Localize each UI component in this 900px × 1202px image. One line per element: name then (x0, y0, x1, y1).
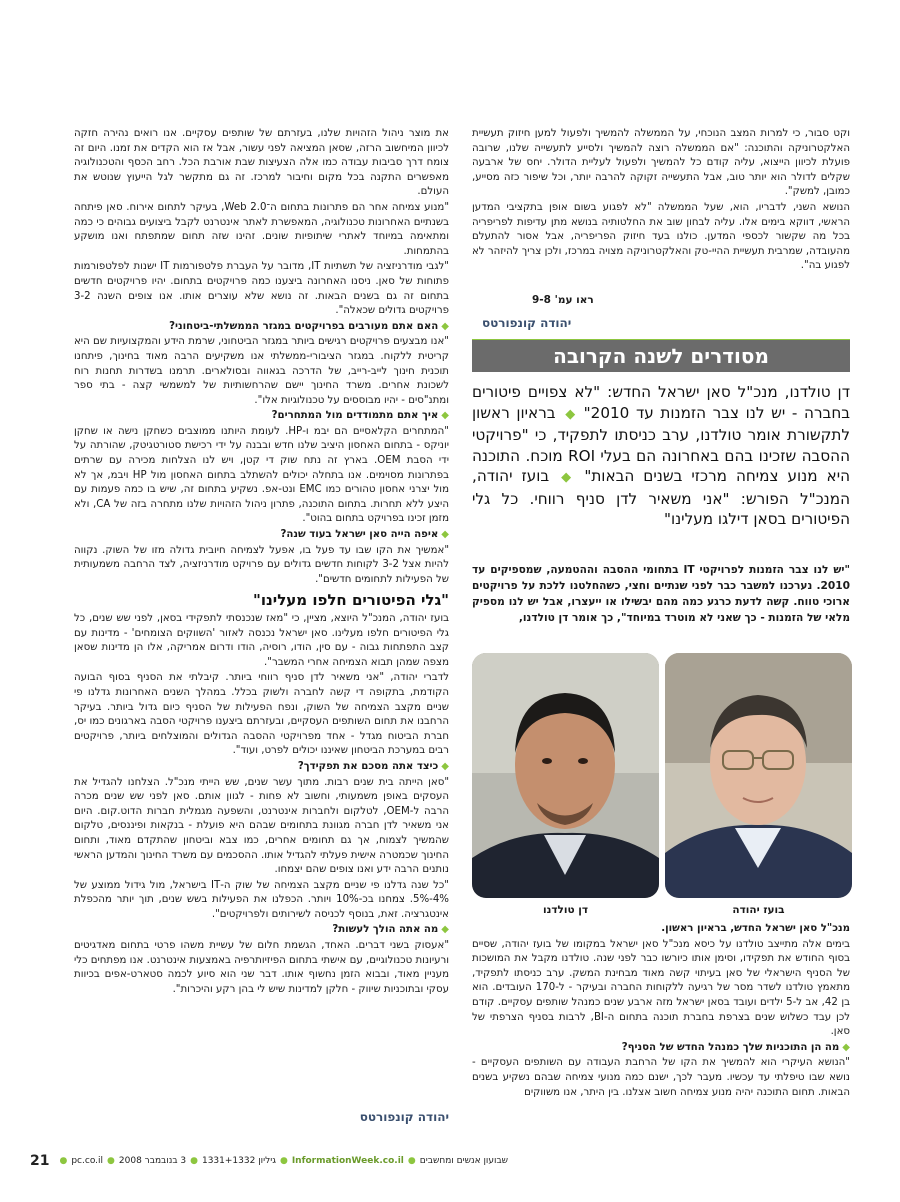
lead-quote-yehuda: בועז יהודה, המנכ"ל הפורש: "אני משאיר לדן סניף רווחי. כל גלי הפיטורים בסאן דילגו מעלינו" (472, 467, 850, 528)
paragraph: "לגבי מודרניזציה של תשתיות IT, מדובר על העברת פלטפורמות IT ישנות לפלטפורמות פתוחות של סאן. ניסנו האחרונה ביצענו כמה פרויקטים בתחום. יהיו פרויקטים חדשים בתחום זה גם בשנים הבאות. זה נושא שלא עוצרים אותו. אנו צופים השנה 3-2 פרויקטים גדולים שכאלה". (74, 261, 449, 317)
article-intro: "יש לנו צבר הזמנות לפרויקטי IT בתחומי ההסבה וההטמעה, שמספיקים עד 2010. נערכנו למשבר כבר לפני שנתיים וחצי, כשהחלטנו ללכת על פרויקטים ארוכי טווח. קשה לדעת כרגע כמה מהם יבשילו או ייעצרו, אבל יש לנו מספיק מלאי של הזמנות - כך שאני לא מוטרד במיוחד", כך אומר דן טולדנו, (472, 564, 850, 624)
question-text: כיצד אתה מסכם את תפקידך? (297, 760, 439, 772)
footer-publication: שבועון אנשים ומחשבים (419, 1156, 509, 1166)
diamond-bullet-icon: ◆ (441, 529, 449, 541)
diamond-bullet-icon: ◆ (561, 470, 576, 485)
paragraph: וקט סבור, כי למרות המצב הנוכחי, על הממשלה להמשיך ולפעול למען חיזוק תעשיית האלקטרוניקה והתוכנה: "אם הממשלה רוצה להמשיך ולסייע לתעשייה שלנו, שרובה פועלת לכיוון הייצוא, עליה קודם כל להמשיך ולפעול לעליית הדולר. יחס של ארבעה שקלים לדולר הוא יותר טוב, אבל התעשייה זקוקה להרבה יותר, וכל שיפור כזה מסייע, כמובן, למשק". (472, 128, 850, 198)
section-subheading: "גלי הפיטורים חלפו מעלינו" (253, 591, 449, 610)
page-footer (30, 1150, 870, 1172)
paragraph: "מנוע צמיחה אחר הם פתרונות בתחום ה־2.0 Web, בעיקר לתחום אירוח. סאן פיתחה בשנתיים האחרונות טכנולוגיה, המאפשרת לאתר אינטרנט לקבל ביצועים גבוהים כי כמה ומתאימה במיוחד לאתרי שיתופיות שונים. זהינו שזה תחום שמתפתח ואנו מושקע בהתמחות. (74, 201, 449, 257)
interview-question (74, 760, 449, 775)
article-left-column (74, 127, 449, 1137)
question-text: איך אתם מתמודדים מול המתחרים? (271, 410, 439, 422)
bullet-dot-icon: ● (407, 1156, 416, 1166)
interview-question (74, 320, 449, 335)
question-text: האם אתם מעורבים בפרויקטים במגזר הממשלתי-ביטחוני? (169, 320, 439, 332)
page-reference (472, 294, 850, 306)
portrait-photo-boaz-yehuda (665, 653, 852, 898)
paragraph: הנושא השני, לדבריו, הוא, שעל הממשלה "לא לפגוע בשום אופן בתקציבי המדען הראשי, דווקא בימים אלו. עליה לבחון שוב את החלטותיה בנושא מתן עדיפות לפריפריה בכל מה שקשור לכספי המדען. כולנו בעד חיזוק הפריפריה, אבל אסור להתעלם מהעובדה, שמרבית תעשיית ההיי-טק והאלקטרוניקה מצויה במרכז, ולכן צריך להיזהר לא לפגוע בה". (472, 201, 850, 272)
diamond-bullet-icon: ◆ (842, 1041, 850, 1053)
question-text: מה הן התוכניות שלך כמנהל החדש של הסניף? (621, 1041, 840, 1053)
bullet-dot-icon: ● (59, 1156, 68, 1166)
page-reference-text: ראו עמ' 9-8 (532, 294, 594, 306)
article-lead (472, 382, 850, 557)
lead-quote-toldano: דן טולדנו, מנכ"ל סאן ישראל החדש: "לא צפויים פיטורים בחברה - יש לנו צבר הזמנות עד 2010" (472, 383, 850, 422)
photo-caption-dan-toldano: דן טולדנו (542, 904, 589, 916)
paragraph: "אנו מבצעים פרויקטים רגישים ביותר במגזר הביטחוני, שרמת הידע והמקצועיות שם היא קריטית ללקוח. במגזר הציבורי-ממשלתי אנו משקיעים הרבה מאוד בחינוך, פיתחנו תוכנית חינוך לייב-רייב, של הדרכה בגאווה ובסולארים. תרמנו בשדרות תחנות רוח לשכונת אחרים. משרד החינוך יישם שהרחשותיות של למשמשי קצה - בתי ספר ומתנ"סים - יהיו מבוססים על טכנולוגיות אלו". (74, 336, 449, 406)
question-text: איפה הייה סאן ישראל בעוד שנה? (280, 529, 439, 541)
bullet-dot-icon: ● (279, 1156, 288, 1166)
diamond-bullet-icon: ◆ (441, 924, 449, 936)
paragraph: בימים אלה מתייצב טולדנו על כיסא מנכ"ל סאן ישראל במקומו של בועז יהודה, שסיים בסוף החודש את תפקידו, וסימן אותו כיורשו כבר לפני שנה. טולדנו מקבל את המושכות של הסניף הישראלי של סאן בעיתוי קשה מאוד מבחינת המשק. ערב כניסתו לתפקיד, מתאמץ טולדנו לשדר מסר של רגיעה ללקוחות החברה ובעיקר - ל-170 העובדים. הוא בן 42, אב ל-5 ילדים ועובד בסאן ישראל מזה ארבע שנים כמנהל שותפים עסקיים. קודם לכן עבד כשלוש שנים בצרפת בחברת תוכנה בתחום ה-BI, לרבות בסניף הצרפתי של סאן. (472, 938, 850, 1038)
interview-question (472, 1041, 850, 1056)
footer-date: 3 בנובמבר 2008 (118, 1156, 187, 1166)
paragraph: "כל שנה גדלנו פי שניים מקצב הצמיחה של שוק ה-IT בישראל, מול גידול ממוצע של 4%-5%. צמחנו בכ-10% ויותר. הכפלנו את הפעילות בשש שנים, תוך יותר מהכפלת אינטגרציה. זאת, בנוסף לכניסה לשירותים ולפרויקטים". (74, 879, 449, 920)
interview-question (74, 528, 449, 543)
paragraph: את מוצר ניהול הזהויות שלנו, בעזרתם של שותפים עסקיים. אנו רואים נהירה חזקה לכיוון המיחשוב הרזה, שסאן המציאה לפני עשור, אבל אז הוא הקדים את זמנו. היום זה צומח דרך סביבות עבודה כמו אלה הצעיצות שבת אורבת הכל. רחב הכסף והטכנולוגיה מאפשרים התקנה בכל מקום וחיבור למרכז. זה גם מתקשר לגל הייעוץ שנוטש את העולם. (74, 128, 449, 198)
footer-issue: גיליון 1331+1332 (201, 1156, 276, 1166)
diamond-bullet-icon: ◆ (441, 320, 449, 332)
paragraph: בועז יהודה, המנכ"ל היוצא, מציין, כי "מאז שנכנסתי לתפקידי בסאן, לפני שש שנים, כל גלי הפיטורים חלפו מעלינו. סאן ישראל נכנסה לאזור 'השווקים הצומחים' - מדינות עם קצב התפתחות גבוה - עם סין, הודו, רוסיה, הודו ודרום אמריקה, אלו הן מדינות שסאן מצפה שמהן תבוא הצמיחה אחרי המשבר". (74, 613, 449, 668)
left-byline (74, 1110, 449, 1124)
paragraph: "המתחרים הקלאסיים הם יבמ ו-HP. לעומת היותנו ממוצבים כשחקן נישה או שחקן יוניקס - בתחום האחסון היציב שלנו חדש ובבנה על ידי רכישת סטורטגיטק, שהורתה על ידי הסבת OEM. בארץ זה נתח שוק די קטן, ויש לנו הצלחות מכירה עם שרתים בפתרונות מסוימים. אנו בתחלה יכולים להשתלב בתחום האחסון מול HP ויבמ, אך לא מול יצרני אחסון טהורים כמו EMC ונט-אפ. נשקיע בתחום זה, שיש בו כמה פעמות עם היצע ללא תחרות. בתחום התוכנה, פתרון ניהול הזהויות שלנו מתחרה בזה של CA, ולא מזמן זכינו בפרויקט בתחום בהוט". (74, 425, 449, 525)
headline-banner (472, 340, 850, 372)
bullet-dot-icon: ● (190, 1156, 198, 1166)
right-byline (472, 316, 850, 330)
paragraph: "סאן הייתה בית שנים רבות. מתוך עשר שנים, שש הייתי מנכ"ל. הצלחנו להגדיל את העסקים באופן משמעותי, וחשוב לא פחות - לגוון אותם. סאן לפני שש שנים מכרה הרבה ל-OEM, לטלקום ולחברות אינטרנט, והשפעה מגמלית חברות הדוט.קום. היום אני משאיר לדן חברה מגוונת בתחומים שבהם היא פועלת - בנקאות ופיננסים, טלקום שהמשיך לצמוח, אך גם תחומים אחרים, כמו צבא וביטחון שהתקדם מאוד, ותחום החינוך שכמטרה אישית פעלתי להגדיל אותו. ההסכמים עם משרד החינוך והמדען הראשי נותנים הרבה ידע ואנו צופים שהם יצמחו. (74, 776, 449, 876)
paragraph: "אמשיך את הקו שבו עד פעל בו, אפעל לצמיחה חיובית גדולה מזו של השוק. נקווה להיות אצל 3-2 לקוחות חדשים גדולים עם פרויקט מודרניזציה, לצד הרחבה משמעותית של הפעילות לתחומים חדשים". (74, 544, 449, 585)
photo-caption-boaz-yehuda: בועז יהודה (732, 904, 785, 916)
question-text: מה אתה הולך לעשות? (332, 924, 439, 936)
footer-site-pc: pc.co.il (71, 1156, 104, 1166)
paragraph: "אעסוק בשני דברים. האחד, הגשמת חלום של עשיית משהו פרטי בתחום מאדגיטים ורעיונות טכנולוגיים, עם אישתי בתחום הפיזיותרפיה באמצעות אינטרנט. אנו מפתחים כלי מעניין מאוד, ובבוא הזמן נחשוף אותו. דבר שני הוא סיוע לכמה סטארט-אפים בכיוות עסקי ובתוכניות שיווק - חלקן למדינות שיש לי בהן רקע והיכרות". (74, 940, 449, 995)
byline-text: יהודה קונפורטס (359, 1110, 449, 1124)
diamond-bullet-icon: ◆ (565, 406, 578, 422)
footer-site-informationweek: InformationWeek.co.il (291, 1156, 404, 1166)
paragraph: מנכ"ל סאן ישראל החדש, בראיון ראשון. (661, 923, 850, 934)
lead-interview-summary: בראיון ראשון לתקשורת אומר טולדנו, ערב כניסתו לתפקיד, כי "פרויקטי ההסבה שזכינו בהם באחרונה הם בעלי ROI מוכח. התוכנה היא מנוע צמיחה מרכזי בשנים הבאות" (472, 403, 850, 485)
byline-text: יהודה קונפורטס (482, 316, 572, 330)
headline: מסודרים לשנה הקרובה (553, 344, 769, 368)
article-right-bottom (472, 922, 850, 1142)
page-number: 21 (30, 1153, 50, 1169)
interview-question (74, 923, 449, 938)
paragraph: לדברי יהודה, "אני משאיר לדן סניף רווחי ביותר. קיבלתי את הסניף בסוף הבועה הקודמת, בתקופה די קשה לחברה ולשוק בכלל. במהלך השנים האחרונות גדלנו פי שניים מקצב הצמיחה של השוק, ונפח הפעילות של הסניף כיום גדול ביותר. בעיקר הרחבנו את תחום השותפים העסקיים, ובעזרתם ביצענו פרויקטי הסבה בארגונים כמו יס, חברת הביטוח מגדל - אחד מפרויקטי ההסבה הגדולים והמוצלחים ביותר, פרויקטים רבים במערכת הביטחון שאיננו יכולים לפרט, ועוד". (74, 672, 449, 757)
portrait-photo-dan-toldano (472, 653, 659, 898)
diamond-bullet-icon: ◆ (441, 410, 449, 422)
diamond-bullet-icon: ◆ (441, 760, 449, 772)
paragraph: "הנושא העיקרי הוא להמשיך את הקו של הרחבת העבודה עם השותפים העסקיים - נושא שבו טיפלתי עד עכשיו. מעבר לכך, ישנם כמה מנועי צמיחה שבהם נשקיע בשנים הבאות. תחום התוכנה יהיה מנוע צמיחה חשוב אצלנו. בין היתר, אנו משווקים (472, 1057, 850, 1098)
bullet-dot-icon: ● (107, 1156, 115, 1166)
interview-question (74, 409, 449, 424)
